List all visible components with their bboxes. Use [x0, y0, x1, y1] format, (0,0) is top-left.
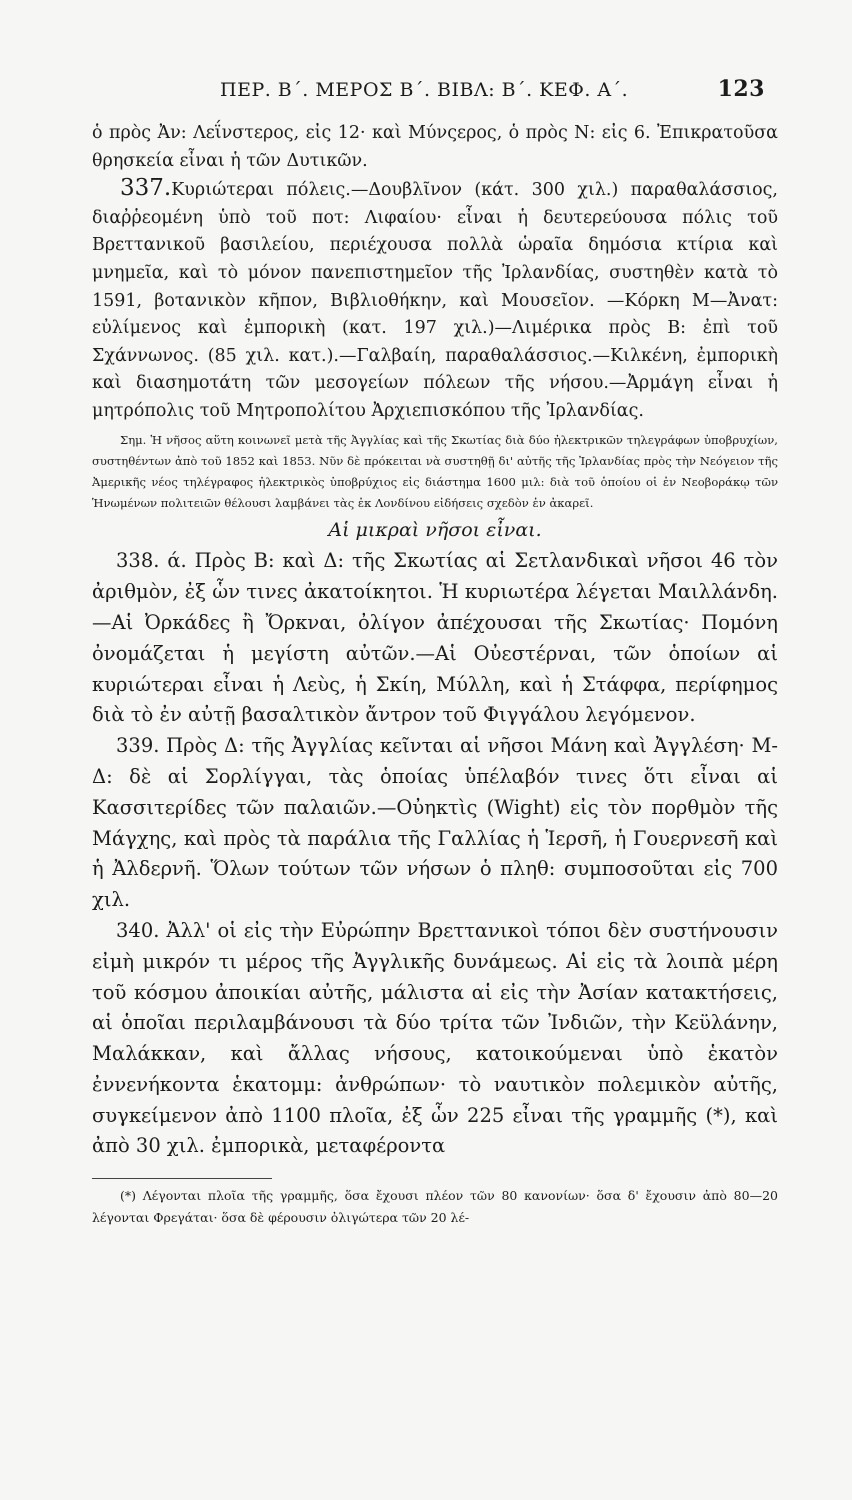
footnote: (*) Λέγονται πλοῖα τῆς γραμμῆς, ὅσα ἔχουσι πλέον τῶν 80 κανονίων· ὅσα δ' ἔχουσιν ἀπὸ 80—20 λέγονται Φρεγάται· ὅσα δὲ φέρουσιν ὀλιγώτερα τῶν 20 λέ- — [92, 1188, 778, 1226]
paragraph-339 — [92, 731, 778, 916]
paragraph-number-337: 337. — [120, 175, 172, 202]
paragraph-number-340: 340. — [116, 918, 160, 942]
paragraph-337 — [92, 175, 778, 425]
footnote-divider — [92, 1178, 272, 1179]
page-body — [92, 120, 778, 1229]
paragraph-340 — [92, 916, 778, 1162]
page-number: 123 — [717, 76, 765, 102]
paragraph-continuation: ὁ πρὸς Ἀν: Λεΐνστερος, εἰς 12· καὶ Μύνςερος, ὁ πρὸς Ν: εἰς 6. Ἐπικρατοῦσα θρησκεία εἶναι ἡ τῶν Δυτικῶν. — [92, 123, 778, 171]
paragraph-337-text: Κυριώτεραι πόλεις.—Δουβλῖνον (κάτ. 300 χιλ.) παραθαλάσσιος, διαῤῥεομένη ὑπὸ τοῦ ποτ: Λιφαίου· εἶναι ἡ δευτερεύουσα πόλις τοῦ Βρεττανικοῦ βασιλείου, περιέχουσα πολλὰ ὡραῖα δημόσια κτίρια καὶ μνημεῖα, καὶ τὸ μόνον πανεπιστημεῖον τῆς Ἰρλανδίας, συστηθὲν κατὰ τὸ 1591, βοτανικὸν κῆπον, Βιβλιοθήκην, καὶ Μουσεῖον. —Κόρκη Μ—Ἀνατ: εὐλίμενος καὶ ἐμπορικὴ (κατ. 197 χιλ.)—Λιμέρικα πρὸς Β: ἐπὶ τοῦ Σχάννωνος. (85 χιλ. κατ.).—Γαλβαίη, παραθαλάσσιος.—Κιλκένη, ἐμπορικὴ καὶ διασημοτάτη τῶν μεσογείων πόλεων τῆς νήσου.—Ἀρμάγη εἶναι ἡ μητρόπολις τοῦ Μητροπολίτου Ἀρχιεπισκόπου τῆς Ἰρλανδίας. — [92, 180, 778, 421]
running-head-title: ΠΕΡ. Β΄. ΜΕΡΟΣ Β΄. ΒΙΒΛ: Β΄. ΚΕΦ. Α΄. — [220, 79, 629, 101]
paragraph-number-339: 339. — [116, 734, 160, 758]
note-telegraph: Σημ. Ἡ νῆσος αὕτη κοινωνεῖ μετὰ τῆς Ἀγγλίας καὶ τῆς Σκωτίας διὰ δύο ἠλεκτρικῶν τηλεγράφων ὑποβρυχίων, συστηθέντων ἀπὸ τοῦ 1852 καὶ 1853. Νῦν δὲ πρόκειται νὰ συστηθῇ δι' αὐτῆς τῆς Ἰρλανδίας πρὸς τὴν Νεόγειον τῆς Ἀμερικῆς νέος τηλέγραφος ἠλεκτρικὸς ὑποβρύχιος εἰς διάστημα 1600 μιλ: διὰ τοῦ ὁποίου οἱ ἐν Νεοβοράκῳ τῶν Ἡνωμένων πολιτειῶν θέλουσι λαμβάνει τὰς ἐκ Λονδίνου εἰδήσεις σχεδὸν ἐν ἀκαρεῖ. — [92, 432, 778, 511]
paragraph-number-338: 338. — [116, 549, 160, 573]
section-subheading: Αἱ μικραὶ νῆσοι εἶναι. — [328, 519, 542, 542]
paragraph-339-text: Πρὸς Δ: τῆς Ἀγγλίας κεῖνται αἱ νῆσοι Μάνη καὶ Ἀγγλέση· Μ-Δ: δὲ αἱ Σορλίγγαι, τὰς ὁποίας ὑπέλαβόν τινες ὅτι εἶναι αἱ Κασσιτερίδες τῶν παλαιῶν.—Οὐηκτὶς (Wight) εἰς τὸν πορθμὸν τῆς Μάγχης, καὶ πρὸς τὰ παράλια τῆς Γαλλίας ἡ Ἱερσῆ, ἡ Γουερνεσῆ καὶ ἡ Ἀλδερνῆ. Ὅλων τούτων τῶν νήσων ὁ πληθ: συμποσοῦται εἰς 700 χιλ. — [92, 734, 778, 912]
running-header — [220, 76, 765, 102]
paragraph-338-text: ά. Πρὸς Β: καὶ Δ: τῆς Σκωτίας αἱ Σετλανδικαὶ νῆσοι 46 τὸν ἀριθμὸν, ἐξ ὧν τινες ἀκατοίκητοι. Ἡ κυριωτέρα λέγεται Μαιλλάνδη. —Αἱ Ὀρκάδες ἢ Ὄρκναι, ὀλίγον ἀπέχουσαι τῆς Σκωτίας· Πομόνη ὀνομάζεται ἡ μεγίστη αὐτῶν.—Αἱ Οὐεστέρναι, τῶν ὁποίων αἱ κυριώτεραι εἶναι ἡ Λεὺς, ἡ Σκίη, Μύλλη, καὶ ἡ Στάφφα, περίφημος διὰ τὸ ἐν αὐτῇ βασαλτικὸν ἄντρον τοῦ Φιγγάλου λεγόμενον. — [92, 549, 778, 727]
paragraph-340-text: Ἀλλ' οἱ εἰς τὴν Εὐρώπην Βρεττανικοὶ τόποι δὲν συστήνουσιν εἰμὴ μικρόν τι μέρος τῆς Ἀγγλικῆς δυνάμεως. Αἱ εἰς τὰ λοιπὰ μέρη τοῦ κόσμου ἀποικίαι αὐτῆς, μάλιστα αἱ εἰς τὴν Ἀσίαν κατακτήσεις, αἱ ὁποῖαι περιλαμβάνουσι τὰ δύο τρίτα τῶν Ἰνδιῶν, τὴν Κεϋλάνην, Μαλάκκαν, καὶ ἄλλας νήσους, κατοικούμεναι ὑπὸ ἑκατὸν ἐννενήκοντα ἑκατομμ: ἀνθρώπων· τὸ ναυτικὸν πολεμικὸν αὐτῆς, συγκείμενον ἀπὸ 1100 πλοῖα, ἐξ ὧν 225 εἶναι τῆς γραμμῆς (*), καὶ ἀπὸ 30 χιλ. ἐμπορικὰ, μεταφέροντα — [92, 918, 778, 1158]
paragraph-338 — [92, 546, 778, 731]
